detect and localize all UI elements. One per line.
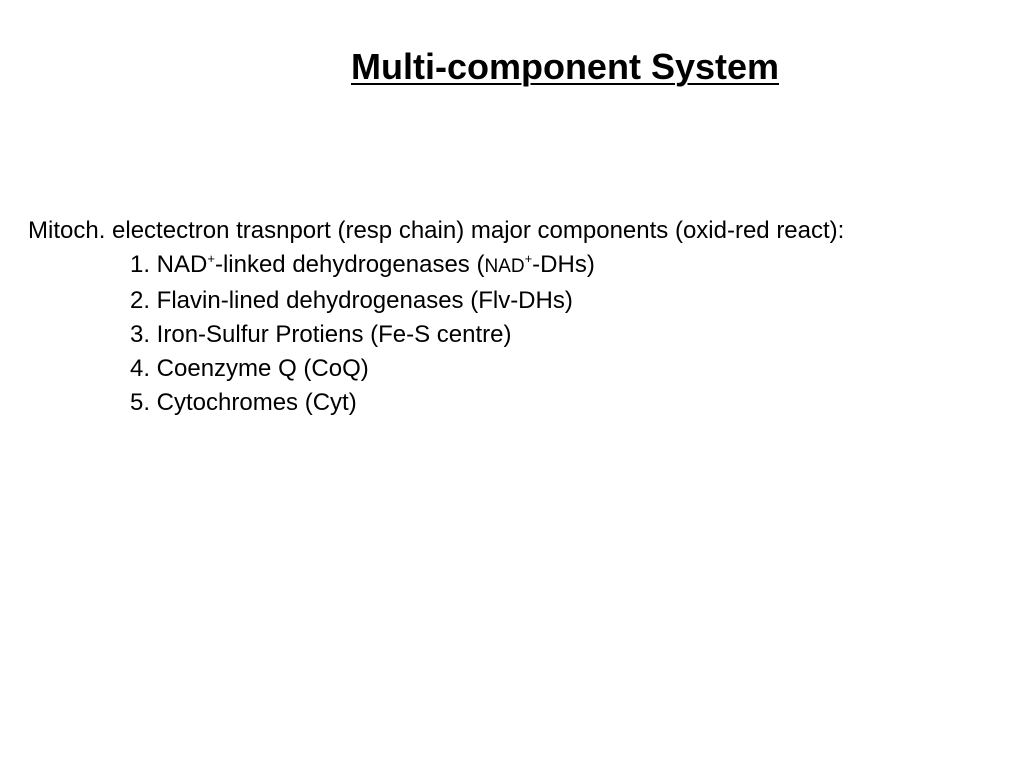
list-item-3: 3. Iron-Sulfur Protiens (Fe-S centre) bbox=[130, 321, 512, 348]
item1-middle: -linked dehydrogenases ( bbox=[214, 251, 485, 278]
item1-suffix: -DHs) bbox=[532, 251, 595, 278]
slide-title-text: Multi-component System bbox=[350, 46, 780, 87]
list-item-1 bbox=[130, 248, 595, 284]
item1-superscript-plus-2: + bbox=[524, 251, 533, 266]
component-list bbox=[130, 248, 595, 420]
list-item-2: 2. Flavin-lined dehydrogenases (Flv-DHs) bbox=[130, 287, 573, 314]
item1-small-nad: NAD bbox=[484, 256, 525, 277]
slide-title bbox=[0, 46, 1024, 88]
list-item-5: 5. Cytochromes (Cyt) bbox=[130, 389, 357, 416]
item1-prefix: 1. NAD bbox=[130, 251, 208, 278]
item1-superscript-plus: + bbox=[207, 251, 215, 266]
intro-text: Mitoch. electectron trasnport (resp chain) major components (oxid-red react): bbox=[28, 217, 845, 244]
list-item-4: 4. Coenzyme Q (CoQ) bbox=[130, 355, 369, 382]
